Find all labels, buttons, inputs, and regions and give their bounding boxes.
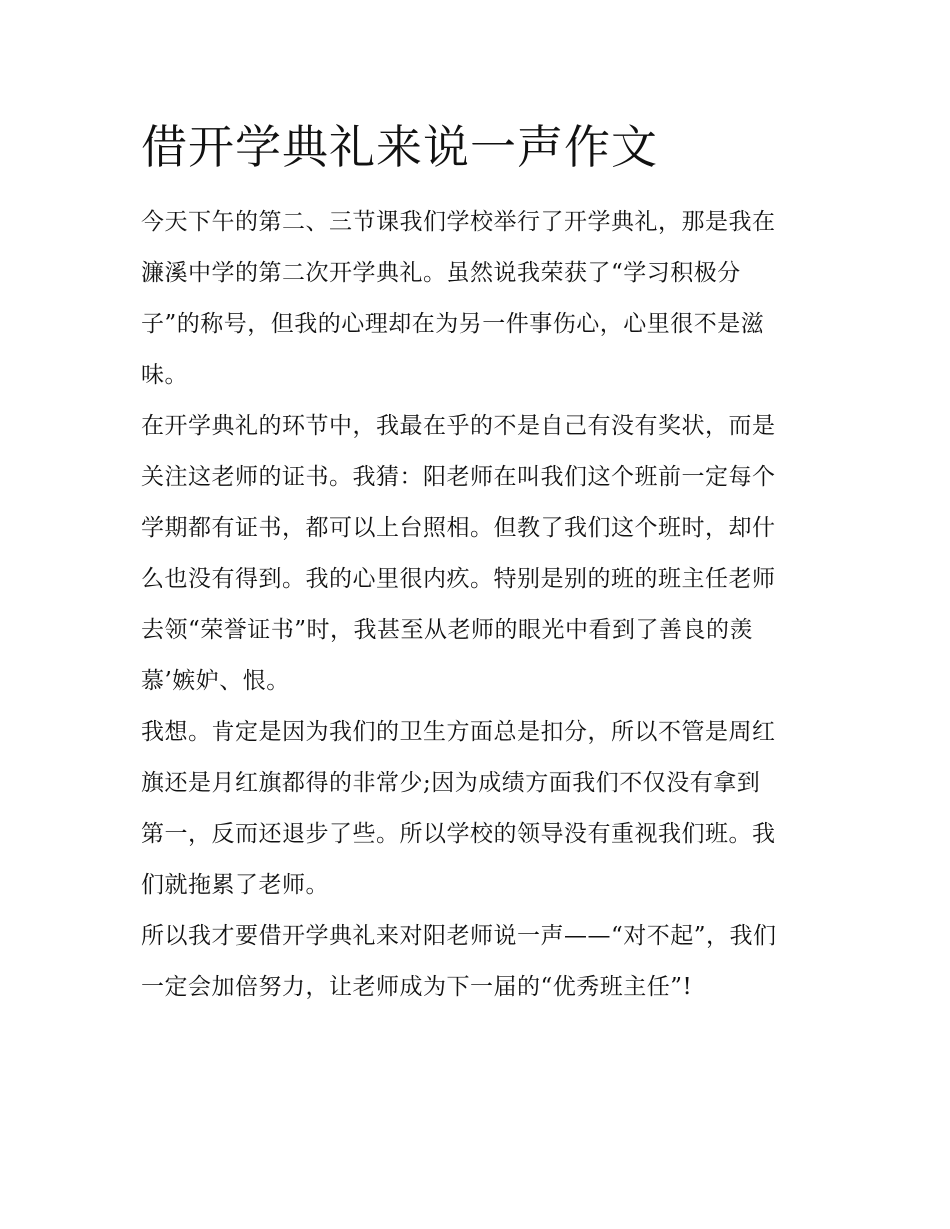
body-line-10: 慕’嫉妒、恨。 [141,668,290,694]
body-line-1: 今天下午的第二、三节课我们学校举行了开学典礼，那是我在 [141,209,776,235]
document-title: 借开学典礼来说一声作文 [141,120,658,174]
body-line-9: 去领“荣誉证书”时，我甚至从老师的眼光中看到了善良的羡 [141,617,754,643]
body-line-8: 么也没有得到。我的心里很内疚。特别是别的班的班主任老师 [141,566,776,592]
body-line-15: 所以我才要借开学典礼来对阳老师说一声——“对不起”，我们 [141,923,777,949]
body-line-12: 旗还是月红旗都得的非常少;因为成绩方面我们不仅没有拿到 [141,770,761,796]
body-line-6: 关注这老师的证书。我猜：阳老师在叫我们这个班前一定每个 [141,464,776,490]
body-line-14: 们就拖累了老师。 [141,872,329,898]
body-line-3: 子”的称号，但我的心理却在为另一件事伤心，心里很不是滋 [141,311,765,337]
body-line-11: 我想。肯定是因为我们的卫生方面总是扣分，所以不管是周红 [141,719,776,745]
body-line-16: 一定会加倍努力，让老师成为下一届的“优秀班主任”! [141,974,693,1000]
body-line-7: 学期都有证书，都可以上台照相。但教了我们这个班时，却什 [141,515,776,541]
body-line-5: 在开学典礼的环节中，我最在乎的不是自己有没有奖状，而是 [141,413,776,439]
body-line-4: 味。 [141,362,188,388]
body-line-2: 濂溪中学的第二次开学典礼。虽然说我荣获了“学习积极分 [141,260,741,286]
body-line-13: 第一，反而还退步了些。所以学校的领导没有重视我们班。我 [141,821,776,847]
